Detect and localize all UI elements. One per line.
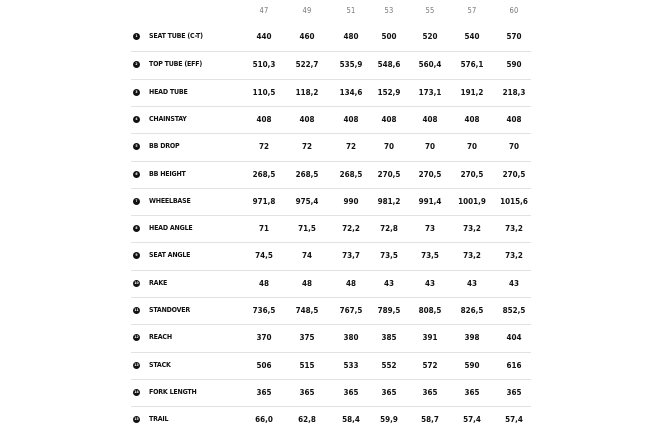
row-label: REACH bbox=[149, 333, 172, 342]
row-label: SEAT TUBE (C-T) bbox=[149, 32, 203, 40]
table-cell: 270,5 bbox=[460, 169, 484, 179]
size-header-1: 49 bbox=[302, 6, 312, 15]
row-number-badge: 1 bbox=[133, 33, 140, 40]
table-cell: 268,5 bbox=[252, 169, 276, 179]
table-cell: 57,4 bbox=[463, 415, 481, 425]
table-cell: 533 bbox=[343, 360, 359, 370]
table-cell: 975,4 bbox=[295, 196, 319, 206]
table-cell: 440 bbox=[256, 32, 272, 41]
table-cell: 134,6 bbox=[339, 87, 363, 97]
row-label: HEAD ANGLE bbox=[149, 224, 193, 233]
table-cell: 385 bbox=[381, 333, 397, 343]
table-cell: 365 bbox=[506, 387, 522, 397]
table-cell: 70 bbox=[466, 142, 477, 152]
table-cell: 43 bbox=[424, 278, 435, 288]
table-cell: 118,2 bbox=[295, 87, 319, 97]
row-number-badge: 12 bbox=[134, 335, 139, 340]
table-cell: 73 bbox=[424, 224, 435, 234]
table-cell: 72,2 bbox=[342, 224, 360, 234]
table-cell: 74,5 bbox=[255, 251, 273, 261]
row-label: CHAINSTAY bbox=[149, 114, 187, 123]
table-cell: 535,9 bbox=[339, 60, 363, 70]
table-row bbox=[131, 297, 531, 324]
row-number-badge: 6 bbox=[133, 171, 140, 178]
row-label: WHEELBASE bbox=[149, 196, 191, 205]
table-cell: 808,5 bbox=[418, 306, 442, 315]
row-number-badge: 14 bbox=[134, 389, 139, 394]
row-number-badge: 10 bbox=[134, 280, 139, 285]
table-cell: 152,9 bbox=[377, 87, 401, 97]
table-cell: 191,2 bbox=[460, 87, 484, 97]
table-cell: 408 bbox=[256, 114, 272, 124]
table-cell: 570 bbox=[506, 32, 522, 41]
table-cell: 58,7 bbox=[421, 415, 439, 425]
table-cell: 73,2 bbox=[505, 251, 523, 261]
table-row bbox=[131, 215, 531, 242]
row-label: HEAD TUBE bbox=[149, 87, 188, 96]
table-cell: 110,5 bbox=[252, 87, 276, 97]
table-cell: 736,5 bbox=[252, 306, 276, 315]
size-header-5: 57 bbox=[467, 6, 477, 15]
table-cell: 73,2 bbox=[463, 251, 481, 261]
row-number-badge: 2 bbox=[133, 61, 140, 68]
table-cell: 270,5 bbox=[418, 169, 442, 179]
row-label: STACK bbox=[149, 360, 171, 369]
table-cell: 74 bbox=[301, 251, 312, 261]
table-cell: 576,1 bbox=[460, 60, 484, 70]
table-cell: 515 bbox=[299, 360, 315, 370]
table-cell: 70 bbox=[383, 142, 394, 152]
table-cell: 408 bbox=[464, 114, 480, 124]
table-cell: 991,4 bbox=[418, 196, 442, 206]
size-header-6: 60 bbox=[509, 6, 519, 15]
table-cell: 590 bbox=[506, 60, 522, 70]
table-row bbox=[131, 133, 531, 160]
size-header-4: 55 bbox=[425, 6, 435, 15]
row-number-badge: 7 bbox=[133, 198, 140, 205]
row-number-badge: 4 bbox=[133, 116, 140, 123]
row-label: RAKE bbox=[149, 278, 168, 287]
table-row bbox=[131, 324, 531, 351]
table-cell: 552 bbox=[381, 360, 397, 370]
table-cell: 375 bbox=[299, 333, 315, 343]
table-row bbox=[131, 242, 531, 269]
row-label: SEAT ANGLE bbox=[149, 251, 191, 260]
table-cell: 560,4 bbox=[418, 60, 442, 70]
table-cell: 73,2 bbox=[463, 224, 481, 234]
table-cell: 365 bbox=[381, 387, 397, 397]
table-cell: 72 bbox=[301, 142, 312, 152]
table-cell: 408 bbox=[381, 114, 397, 124]
table-cell: 73,5 bbox=[421, 251, 439, 261]
table-cell: 59,9 bbox=[380, 415, 398, 425]
row-number-badge: 11 bbox=[134, 308, 139, 312]
table-cell: 971,8 bbox=[252, 196, 276, 206]
table-cell: 981,2 bbox=[377, 196, 401, 206]
table-row bbox=[131, 24, 531, 51]
row-label: FORK LENGTH bbox=[149, 387, 197, 396]
size-header-2: 51 bbox=[346, 6, 356, 15]
table-cell: 540 bbox=[464, 32, 480, 41]
table-cell: 852,5 bbox=[502, 306, 526, 315]
table-cell: 72 bbox=[258, 142, 269, 152]
table-cell: 268,5 bbox=[339, 169, 363, 179]
table-cell: 460 bbox=[299, 32, 315, 41]
table-cell: 48 bbox=[301, 278, 312, 288]
table-cell: 789,5 bbox=[377, 306, 401, 315]
table-row bbox=[131, 379, 531, 406]
table-cell: 73,5 bbox=[380, 251, 398, 261]
row-number-badge: 5 bbox=[133, 143, 140, 150]
table-cell: 616 bbox=[506, 360, 522, 370]
table-row bbox=[131, 106, 531, 133]
row-label: TRAIL bbox=[149, 415, 169, 424]
table-cell: 408 bbox=[343, 114, 359, 124]
table-cell: 767,5 bbox=[339, 306, 363, 315]
table-cell: 71,5 bbox=[298, 224, 316, 234]
table-cell: 500 bbox=[381, 32, 397, 41]
table-cell: 590 bbox=[464, 360, 480, 370]
table-cell: 270,5 bbox=[502, 169, 526, 179]
table-cell: 73,2 bbox=[505, 224, 523, 234]
row-label: BB HEIGHT bbox=[149, 169, 186, 178]
table-cell: 43 bbox=[466, 278, 477, 288]
row-label: BB DROP bbox=[149, 142, 180, 151]
size-header-row bbox=[131, 0, 531, 24]
table-cell: 748,5 bbox=[295, 306, 319, 315]
table-cell: 408 bbox=[422, 114, 438, 124]
row-number-badge: 9 bbox=[133, 252, 140, 259]
table-cell: 48 bbox=[258, 278, 269, 288]
row-number-badge: 3 bbox=[133, 89, 140, 96]
size-header-3: 53 bbox=[384, 6, 394, 15]
table-cell: 365 bbox=[299, 387, 315, 397]
table-cell: 365 bbox=[256, 387, 272, 397]
table-cell: 365 bbox=[422, 387, 438, 397]
table-row bbox=[131, 79, 531, 106]
table-cell: 71 bbox=[258, 224, 269, 234]
table-cell: 48 bbox=[345, 278, 356, 288]
table-cell: 404 bbox=[506, 333, 522, 343]
table-cell: 1001,9 bbox=[458, 196, 486, 206]
table-cell: 72,8 bbox=[380, 224, 398, 234]
table-cell: 370 bbox=[256, 333, 272, 343]
table-cell: 572 bbox=[422, 360, 438, 370]
table-cell: 173,1 bbox=[418, 87, 442, 97]
table-cell: 522,7 bbox=[295, 60, 319, 70]
table-cell: 43 bbox=[383, 278, 394, 288]
table-cell: 391 bbox=[422, 333, 438, 343]
row-label: STANDOVER bbox=[149, 306, 191, 314]
table-row bbox=[131, 161, 531, 188]
table-cell: 548,6 bbox=[377, 60, 401, 70]
table-cell: 70 bbox=[508, 142, 519, 152]
size-header-0: 47 bbox=[259, 6, 269, 15]
table-cell: 480 bbox=[343, 32, 359, 41]
table-cell: 43 bbox=[508, 278, 519, 288]
row-number-badge: 13 bbox=[134, 362, 139, 367]
table-cell: 365 bbox=[464, 387, 480, 397]
row-label: TOP TUBE (EFF) bbox=[149, 60, 203, 69]
table-row bbox=[131, 406, 531, 433]
table-cell: 990 bbox=[343, 196, 359, 206]
table-cell: 70 bbox=[424, 142, 435, 152]
table-cell: 66,0 bbox=[255, 415, 273, 425]
table-cell: 826,5 bbox=[460, 306, 484, 315]
table-cell: 520 bbox=[422, 32, 438, 41]
table-row bbox=[131, 270, 531, 297]
table-cell: 398 bbox=[464, 333, 480, 343]
table-cell: 73,7 bbox=[342, 251, 360, 261]
table-cell: 58,4 bbox=[342, 415, 360, 425]
table-cell: 1015,6 bbox=[500, 196, 528, 206]
table-cell: 218,3 bbox=[502, 87, 526, 97]
table-cell: 57,4 bbox=[505, 415, 523, 425]
row-number-badge: 15 bbox=[134, 417, 139, 422]
table-cell: 408 bbox=[506, 114, 522, 124]
table-cell: 510,3 bbox=[252, 60, 276, 70]
row-number-badge: 8 bbox=[133, 225, 140, 232]
table-row bbox=[131, 188, 531, 215]
table-cell: 62,8 bbox=[298, 415, 316, 425]
table-cell: 506 bbox=[256, 360, 272, 370]
table-cell: 270,5 bbox=[377, 169, 401, 179]
table-cell: 380 bbox=[343, 333, 359, 343]
table-cell: 408 bbox=[299, 114, 315, 124]
table-cell: 268,5 bbox=[295, 169, 319, 179]
table-cell: 72 bbox=[345, 142, 356, 152]
table-cell: 365 bbox=[343, 387, 359, 397]
table-row bbox=[131, 51, 531, 78]
table-row bbox=[131, 352, 531, 379]
